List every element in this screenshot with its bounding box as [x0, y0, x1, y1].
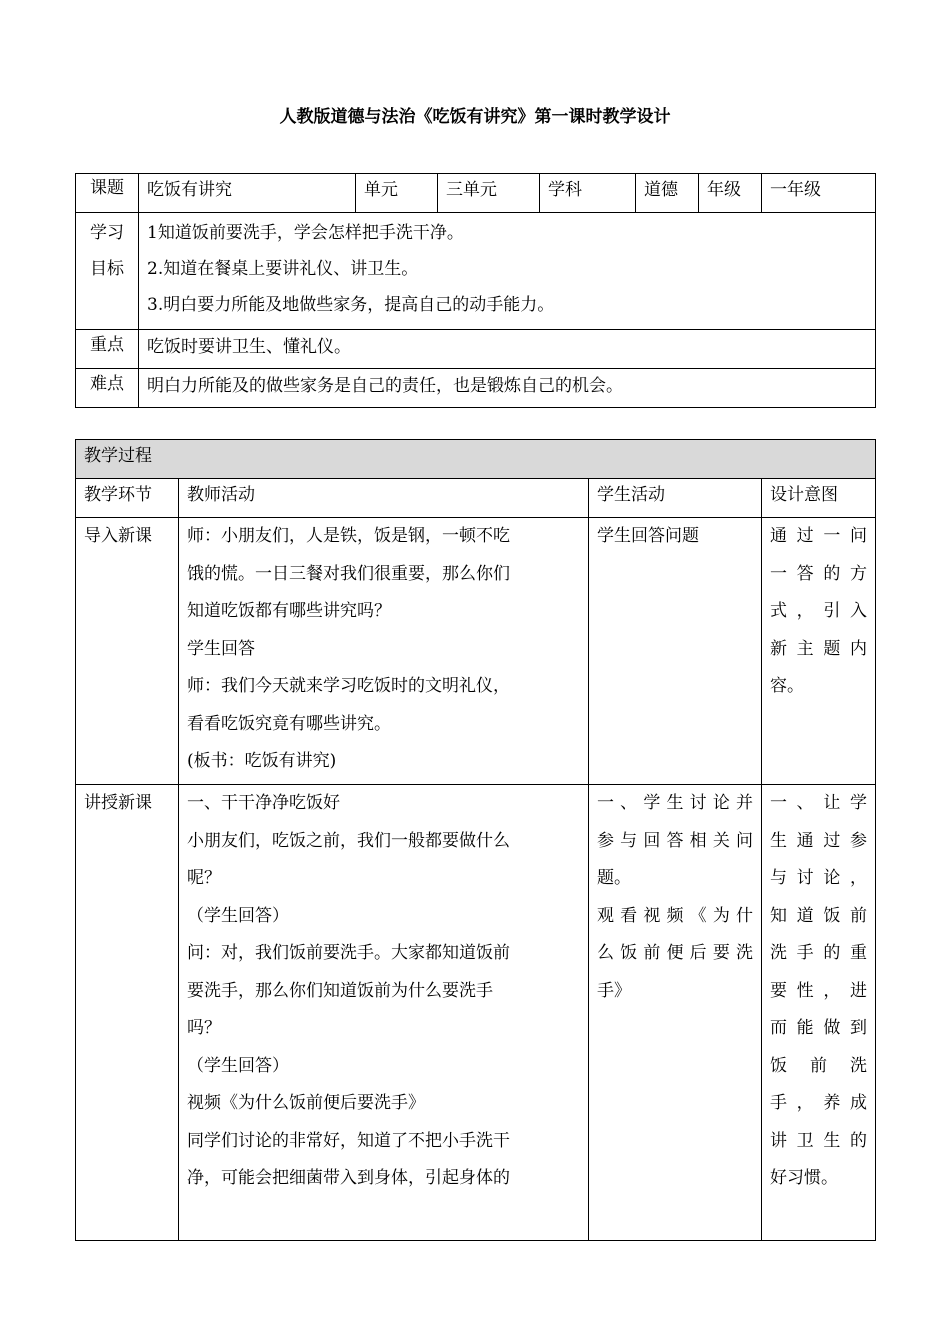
text-line: 知道吃饭都有哪些讲究吗？ — [187, 601, 391, 621]
subject-label: 学科 — [540, 174, 636, 213]
student-activity-cell — [589, 785, 762, 1241]
text-line: 一答的方 — [770, 563, 867, 584]
text-line: 知道饭前 — [770, 905, 867, 926]
text-line: （学生回答） — [187, 905, 289, 926]
text-line: 与讨论， — [770, 868, 867, 888]
text-line: 式，引入 — [770, 601, 867, 621]
text-line: 饭前洗 — [770, 1055, 867, 1076]
teacher-activity-cell — [179, 518, 589, 785]
info-row-difficulty — [76, 369, 876, 408]
process-header: 教学过程 — [76, 440, 876, 479]
goals-list — [139, 213, 876, 330]
text-line: 小朋友们，吃饭之前，我们一般都要做什么 — [187, 830, 510, 851]
design-intent-cell — [762, 518, 876, 785]
goals-label-line: 目标 — [90, 259, 124, 279]
text-line: 容。 — [770, 676, 804, 696]
column-header: 教师活动 — [179, 479, 589, 518]
process-row-intro — [76, 518, 876, 785]
text-line: 呢？ — [187, 868, 221, 888]
difficulty-label: 难点 — [76, 369, 139, 408]
text-line: 好习惯。 — [770, 1168, 838, 1188]
text-line: （学生回答） — [187, 1055, 289, 1076]
text-line: 看看吃饭究竟有哪些讲究。 — [187, 713, 391, 734]
info-row-basic — [76, 174, 876, 213]
grade-label: 年级 — [699, 174, 762, 213]
unit-label: 单元 — [356, 174, 438, 213]
subject-value: 道德 — [636, 174, 699, 213]
goal-item: 3.明白要力所能及地做些家务，提高自己的动手能力。 — [147, 295, 555, 315]
goal-item: 1知道饭前要洗手，学会怎样把手洗干净。 — [147, 223, 464, 243]
stage-cell: 导入新课 — [76, 518, 179, 785]
text-line: 同学们讨论的非常好，知道了不把小手洗干 — [187, 1130, 510, 1151]
goals-label-line: 学习 — [90, 223, 124, 243]
text-line: 么饭前便后要洗 — [597, 943, 753, 963]
text-line: 参与回答相关问 — [597, 830, 753, 851]
text-line: 饿的慌。一日三餐对我们很重要，那么你们 — [187, 563, 510, 584]
column-header: 教学环节 — [76, 479, 179, 518]
column-header: 学生活动 — [589, 479, 762, 518]
key-label: 重点 — [76, 330, 139, 369]
text-line: 一、学生讨论并 — [597, 793, 753, 813]
text-line: 学生回答 — [187, 638, 255, 659]
goals-label — [76, 213, 139, 330]
text-line: 吗？ — [187, 1018, 221, 1038]
text-line: 师：小朋友们，人是铁，饭是钢，一顿不吃 — [187, 526, 510, 546]
text-line: 师：我们今天就来学习吃饭时的文明礼仪， — [187, 676, 510, 696]
grade-value: 一年级 — [762, 174, 876, 213]
text-line: 学生回答问题 — [597, 526, 699, 546]
document-title: 人教版道德与法治《吃饭有讲究》第一课时教学设计 — [279, 107, 671, 127]
teaching-process-table — [75, 439, 876, 1241]
process-columns-row — [76, 479, 876, 518]
column-header: 设计意图 — [762, 479, 876, 518]
text-line: 洗手的重 — [770, 943, 867, 963]
text-line: 问：对，我们饭前要洗手。大家都知道饭前 — [187, 943, 510, 963]
text-line: 观看视频《为什 — [597, 905, 753, 926]
text-line: 而能做到 — [770, 1018, 867, 1038]
text-line: 生通过参 — [770, 830, 867, 851]
unit-value: 三单元 — [438, 174, 540, 213]
topic-value: 吃饭有讲究 — [139, 174, 356, 213]
text-line: 要洗手，那么你们知道饭前为什么要洗手 — [187, 980, 493, 1001]
text-line: 讲卫生的 — [770, 1130, 867, 1151]
text-line: (板书：吃饭有讲究) — [187, 751, 337, 771]
text-line: 手，养成 — [770, 1093, 867, 1113]
goal-item: 2.知道在餐桌上要讲礼仪、讲卫生。 — [147, 259, 419, 279]
text-line: 要性，进 — [770, 980, 867, 1001]
text-line: 一、让学 — [770, 793, 867, 813]
lesson-info-table — [75, 173, 876, 408]
text-line: 新主题内 — [770, 638, 867, 659]
difficulty-value: 明白力所能及的做些家务是自己的责任，也是锻炼自己的机会。 — [139, 369, 876, 408]
text-line: 一、干干净净吃饭好 — [187, 793, 340, 813]
key-value: 吃饭时要讲卫生、懂礼仪。 — [139, 330, 876, 369]
design-intent-cell — [762, 785, 876, 1241]
text-line: 视频《为什么饭前便后要洗手》 — [187, 1093, 425, 1113]
student-activity-cell — [589, 518, 762, 785]
process-header-row — [76, 440, 876, 479]
text-line: 净，可能会把细菌带入到身体，引起身体的 — [187, 1168, 510, 1188]
topic-label: 课题 — [76, 174, 139, 213]
stage-cell: 讲授新课 — [76, 785, 179, 1241]
info-row-goals — [76, 213, 876, 330]
process-row-new-lesson — [76, 785, 876, 1241]
text-line: 手》 — [597, 980, 631, 1001]
text-line: 通过一问 — [770, 526, 867, 546]
text-line: 题。 — [597, 868, 631, 888]
info-row-key — [76, 330, 876, 369]
teacher-activity-cell — [179, 785, 589, 1241]
